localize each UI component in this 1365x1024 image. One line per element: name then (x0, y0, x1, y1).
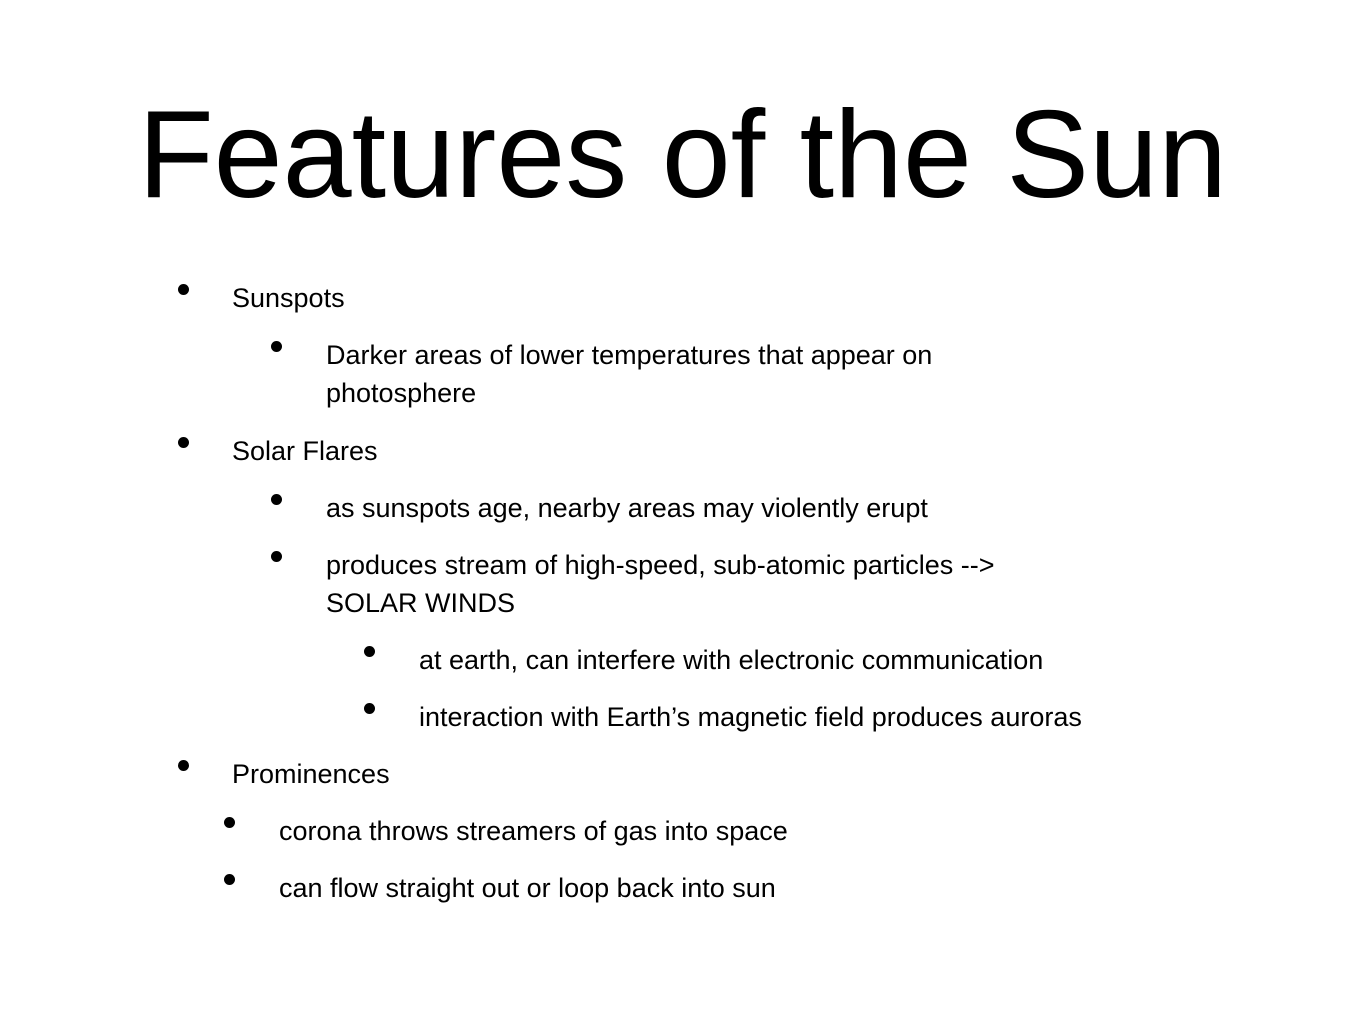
bullet-item-prominences-streamers: corona throws streamers of gas into space (279, 816, 788, 846)
bullet-item-sunspots-definition: Darker areas of lower temperatures that appear on (326, 340, 933, 370)
bullet-icon (271, 494, 282, 505)
bullet-item-prominences: Prominences (232, 759, 390, 789)
bullet-icon (364, 703, 375, 714)
slide-title: Features of the Sun (137, 86, 1228, 224)
bullet-icon (271, 551, 282, 562)
bullet-item-winds-auroras: interaction with Earth’s magnetic field produces auroras (419, 702, 1082, 732)
bullet-icon (364, 646, 375, 657)
bullet-icon (178, 437, 189, 448)
bullet-icon (271, 341, 282, 352)
bullet-icon (224, 817, 235, 828)
bullet-item-flares-erupt: as sunspots age, nearby areas may violently erupt (326, 493, 928, 523)
bullet-item-prominences-loop: can flow straight out or loop back into sun (279, 873, 776, 903)
bullet-item-sunspots-definition-cont: photosphere (326, 378, 477, 408)
bullet-item-flares-stream: produces stream of high-speed, sub-atomic particles --> (326, 550, 995, 580)
bullet-item-solar-flares: Solar Flares (232, 436, 378, 466)
bullet-icon (178, 760, 189, 771)
bullet-icon (178, 284, 189, 295)
bullet-item-flares-stream-cont: SOLAR WINDS (326, 588, 516, 618)
bullet-item-sunspots: Sunspots (232, 283, 345, 313)
bullet-item-winds-communication: at earth, can interfere with electronic communication (419, 645, 1044, 675)
bullet-icon (224, 874, 235, 885)
